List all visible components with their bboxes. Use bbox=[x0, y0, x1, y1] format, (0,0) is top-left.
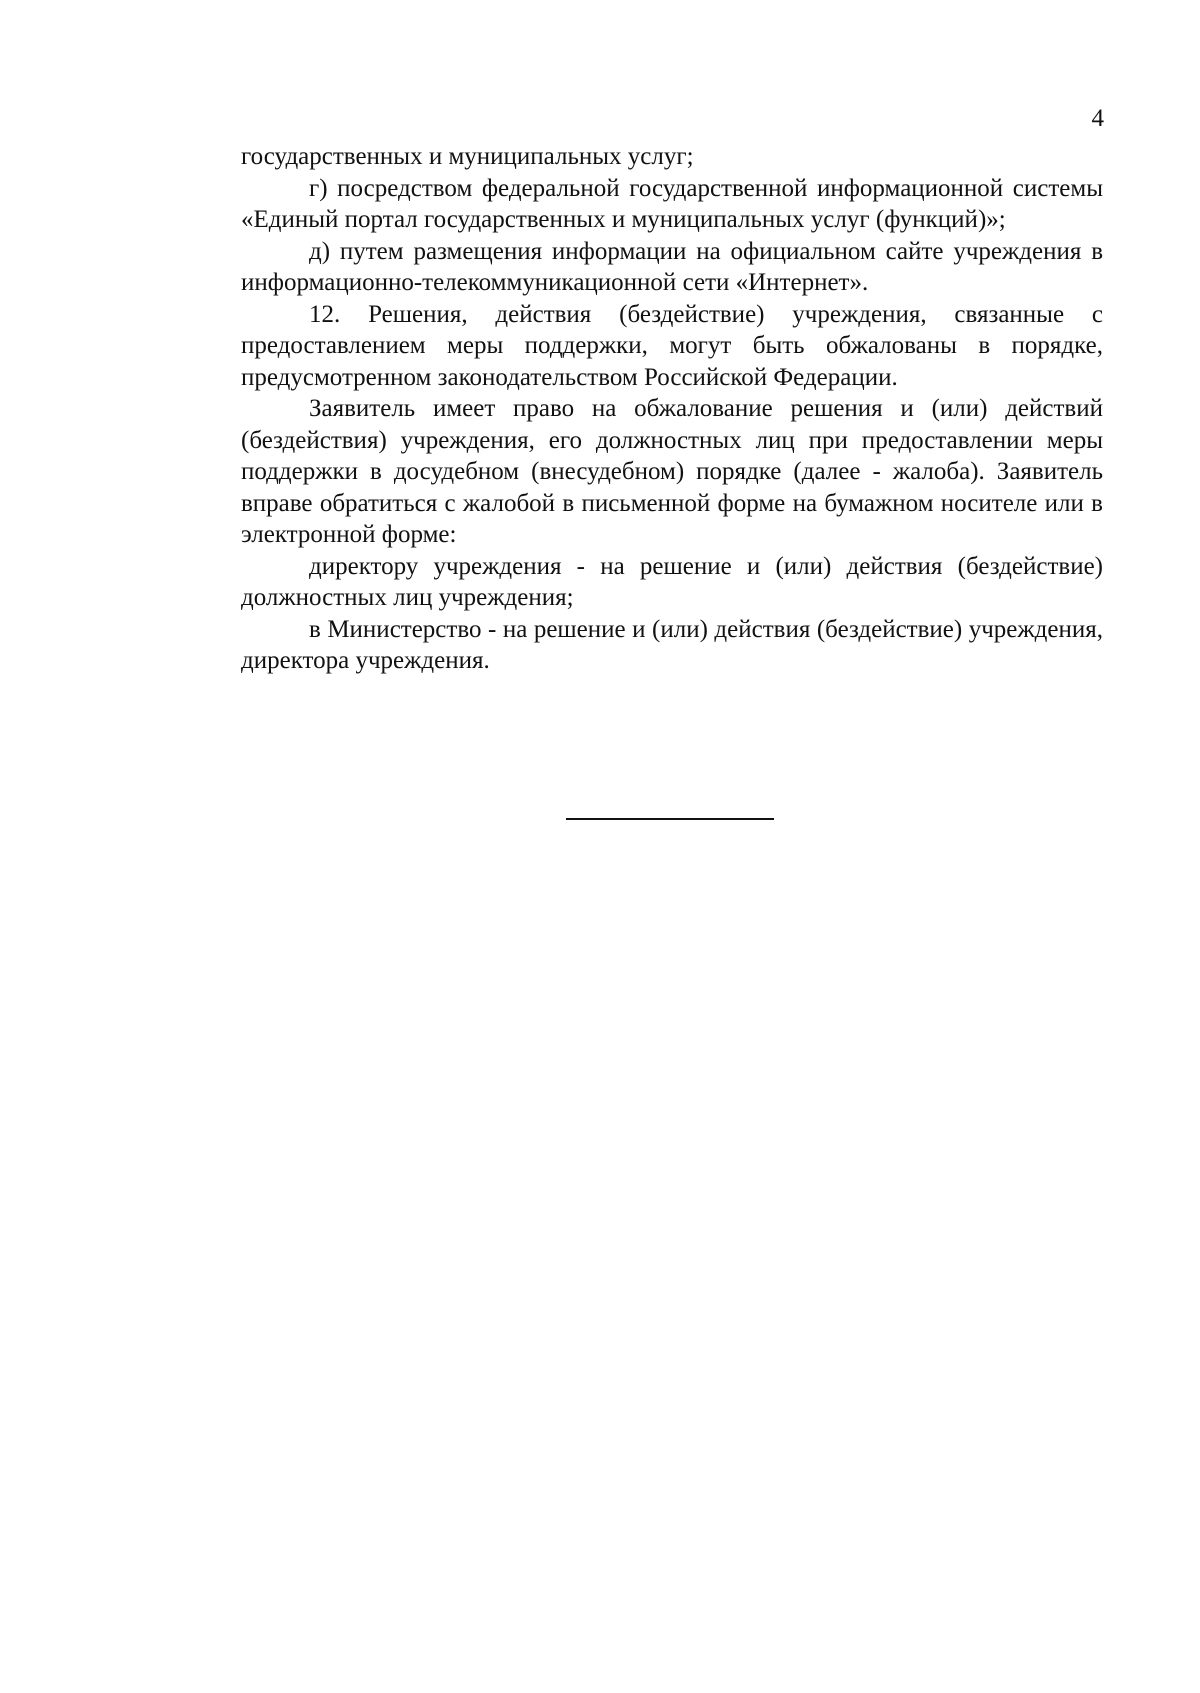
paragraph-director: директору учреждения - на решение и (или) действия (бездействие) должностных лиц учреждения; bbox=[241, 552, 1103, 611]
paragraph-continuation: государственных и муниципальных услуг; bbox=[241, 143, 694, 170]
document-body bbox=[241, 141, 1103, 677]
end-of-document-line bbox=[566, 818, 774, 820]
paragraph-complaint-right: Заявитель имеет право на обжалование решения и (или) действий (бездействия) учреждения, его должностных лиц при предоставлении меры поддержки в досудебном (внесудебном) порядке (далее - жалоба). Заявитель вправе обратиться с жалобой в письменной форме на бумажном носителе или в электронной форме: bbox=[241, 395, 1103, 548]
paragraph-clause-12: 12. Решения, действия (бездействие) учреждения, связанные с предоставлением меры поддержки, могут быть обжалованы в порядке, предусмотренном законодательством Российской Федерации. bbox=[241, 300, 1103, 391]
paragraph-ministry: в Министерство - на решение и (или) действия (бездействие) учреждения, директора учреждения. bbox=[241, 615, 1103, 674]
paragraph-item-d: д) путем размещения информации на официальном сайте учреждения в информационно-телекоммуникационной сети «Интернет». bbox=[241, 237, 1103, 296]
page-number: 4 bbox=[1091, 105, 1104, 132]
paragraph-item-g: г) посредством федеральной государственной информационной системы «Единый портал государственных и муниципальных услуг (функций)»; bbox=[241, 174, 1103, 233]
